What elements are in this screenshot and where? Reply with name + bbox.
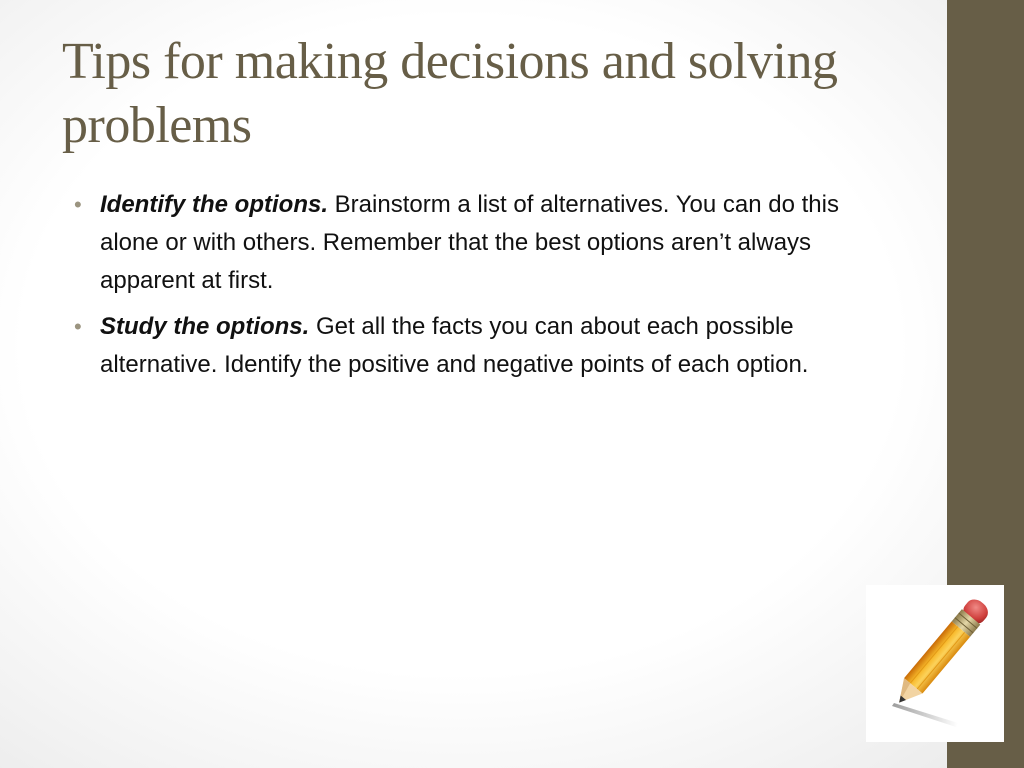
bullet-item [74, 308, 884, 384]
bullet-text: Get all the facts you can about each possible alternative. Identify the positive and negative points of each option. [100, 313, 809, 378]
bullet-icon: • [74, 314, 82, 339]
pencil-image [866, 585, 1004, 742]
bullet-lead: Identify the options. [100, 191, 328, 218]
bullet-icon: • [74, 192, 82, 217]
bullet-text: Brainstorm a list of alternatives. You can do this alone or with others. Remember that the best options aren’t always apparent at first. [100, 191, 839, 294]
slide-title: Tips for making decisions and solving problems [62, 33, 838, 154]
bullet-lead: Study the options. [100, 313, 310, 340]
pencil-icon [866, 585, 1004, 742]
bullet-item [74, 186, 884, 300]
bullet-list [74, 186, 884, 392]
